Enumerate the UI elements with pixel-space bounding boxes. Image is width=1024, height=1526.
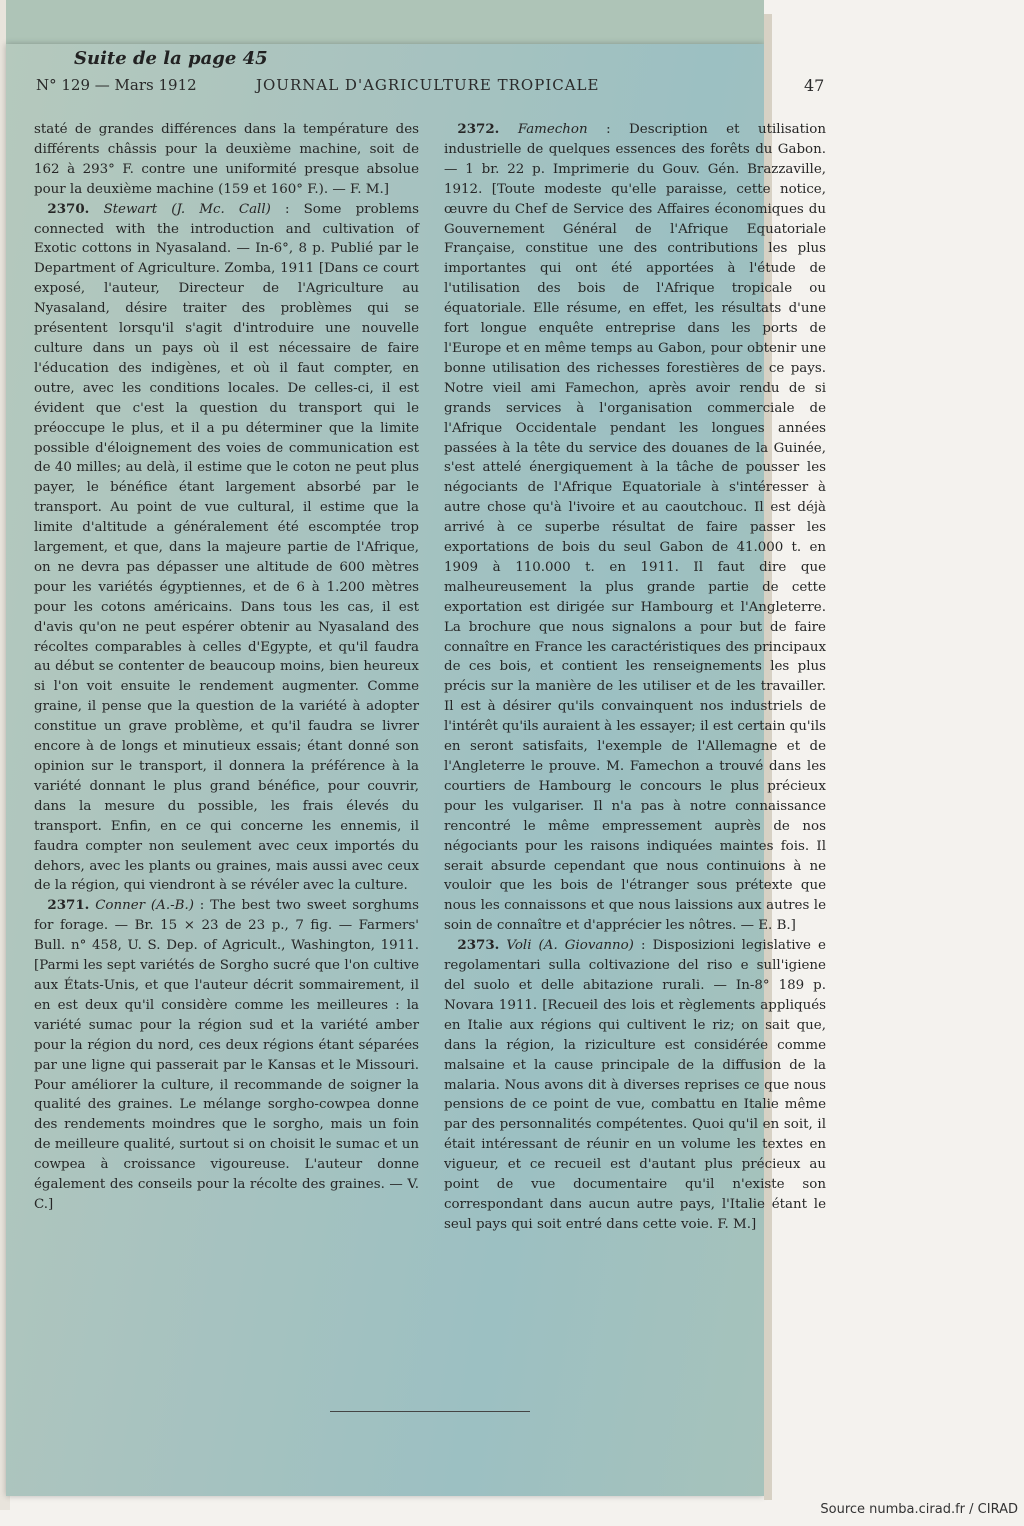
continuation-note: Suite de la page 45 <box>74 48 268 69</box>
entry-number: 2370. <box>47 200 90 217</box>
entry-2370 <box>34 200 419 897</box>
source-credit: Source numba.cirad.fr / CIRAD <box>820 1502 1018 1517</box>
continued-text: staté de grandes différences dans la température des différents châssis pour la deuxième machine, soit de 162 à 293° F. contre une uniformité presque absolue pour la deuxième machine (159 et 160° F.). — F. M.] <box>34 122 419 197</box>
entry-2373 <box>444 936 826 1235</box>
entry-2372 <box>444 120 826 936</box>
entry-text: : The best two sweet sorghums for forage. — Br. 15 × 23 de 23 p., 7 fig. — Farmers' Bull. n° 458, U. S. Dep. of Agricult., Washington, 1911. [Parmi les sept variétés de Sorgho sucré que l'on cultive aux États-Unis, et que l'auteur décrit sommairement, il en est deux qu'il considère comme les meilleures : la variété sumac pour la région sud et la variété amber pour la région du nord, ces deux régions étant séparées par une ligne qui passerait par le Kansas et le Missouri. Pour améliorer la culture, il recommande de soigner la qualité des graines. Le mélange sorgho-cowpea donne des rendements moindres que le sorgho, mais un foin de meilleure qualité, surtout si on choisit le sumac et un cowpea à croissance vigoureuse. L'auteur donne également des conseils pour la récolte des graines. — V. C.] <box>34 898 419 1212</box>
entry-number: 2372. <box>457 121 500 137</box>
entry-author: Voli (A. Giovanno) <box>506 938 634 954</box>
entry-author: Conner (A.-B.) <box>95 898 194 914</box>
entry-author: Famechon <box>517 122 588 137</box>
entry-number: 2371. <box>47 897 90 914</box>
issue-number: N° 129 — Mars 1912 <box>36 76 197 94</box>
entry-text: : Description et utilisation industrielle de quelques essences des forêts du Gabon. — 1 br. 22 p. Imprimerie du Gouv. Gén. Brazzaville, 1912. [Toute modeste qu'elle paraisse, cette notice, œuvre du Chef de Service des Affaires économiques du Gouvernement Général de l'Afrique Equatoriale Française, constitue une des contributions les plus importantes qui ont été apportées à l'étude de l'utilisation des bois de l'Afrique tropicale ou équatoriale. Elle résume, en effet, les résultats d'une fort longue enquête entreprise dans les ports de l'Europe et en même temps au Gabon, pour obtenir une bonne utilisation des richesses forestières de ce pays. Notre vieil ami Famechon, après avoir rendu de si grands services à l'organisation commerciale de l'Afrique Occidentale pendant les longues années passées à la tête du service des douanes de la Guinée, s'est attelé énergiquement à la tâche de pousser les négociants de l'Afrique Equatoriale à s'intéresser à autre chose qu'à l'ivoire et au caoutchouc. Il est déjà arrivé à ce superbe résultat de faire passer les exportations de bois du seul Gabon de 41.000 t. en 1909 à 110.000 t. en 1911. Il faut dire que malheureusement la plus grande partie de cette exportation est dirigée sur Hambourg et l'Angleterre. La brochure que nous signalons a pour but de faire connaître en France les caractéristiques des principaux de ces bois, et contient les renseignements les plus précis sur la manière de les utiliser et de les travailler. Il est à désirer qu'ils convainquent nos industriels de l'intérêt qu'ils auraient à les essayer; il est certain qu'ils en seront satisfaits, l'exemple de l'Allemagne et de l'Angleterre le prouve. M. Famechon a trouvé dans les courtiers de Hambourg le concours le plus précieux pour les vulgariser. Il n'a pas à notre connaissance rencontré le même empressement auprès de nos négociants pour les raisons indiquées maintes fois. Il serait absurde cependant que nous continuions à ne vouloir que les bois de l'étranger sous prétexte que nous les connaissons et que nous laissions aux autres le soin de connaître et d'apprécier les nôtres. — E. B.] <box>444 122 826 934</box>
page-number: 47 <box>804 76 825 95</box>
section-divider <box>330 1411 530 1412</box>
entry-2371 <box>34 896 419 1215</box>
page-top-strip <box>6 0 764 46</box>
left-column <box>34 120 419 1215</box>
entry-text: : Some problems connected with the introduction and cultivation of Exotic cottons in Nyasaland. — In-6°, 8 p. Publié par le Department of Agriculture. Zomba, 1911 [Dans ce court exposé, l'auteur, Directeur de l'Agriculture au Nyasaland, désire traiter des problèmes qui se présentent lorsqu'il s'agit d'introduire une nouvelle culture dans un pays où il est nécessaire de faire l'éducation des indigènes, et où il faut compter, en outre, avec les conditions locales. De celles-ci, il est évident que c'est la question du transport qui le préoccupe le plus, et il a pu déterminer que la limite possible d'éloignement des voies de communication est de 40 milles; au delà, il estime que le coton ne peut plus payer, le bénéfice étant largement absorbé par le transport. Au point de vue cultural, il estime que la limite d'altitude a généralement été escomptée trop largement, et que, dans la majeure partie de l'Afrique, on ne devra pas dépasser une altitude de 600 mètres pour les variétés égyptiennes, et de 6 à 1.200 mètres pour les cotons américains. Dans tous les cas, il est d'avis qu'on ne peut espérer obtenir au Nyasaland des récoltes comparables à celles d'Egypte, et qu'il faudra au début se contenter de beaucoup moins, bien heureux si l'on voit ensuite le rendement augmenter. Comme graine, il pense que la question de la variété à adopter constitue un grave problème, et qu'il faudra se livrer encore à de longs et minutieux essais; étant donné son opinion sur le transport, il donnera la préférence à la variété donnant le plus grand bénéfice, pour couvrir, dans la mesure du possible, les frais élevés du transport. Enfin, en ce qui concerne les ennemis, il faudra compter non seulement avec ceux importés du dehors, avec les plants ou graines, mais aussi avec ceux de la région, qui viendront à se révéler avec la culture. <box>34 201 419 894</box>
entry-number: 2373. <box>457 937 500 954</box>
right-column <box>444 120 826 1235</box>
entry-text: : Disposizioni legislative e regolamentari sulla coltivazione del riso e sull'igiene del suolo et delle abitazione rurali. — In-8° 189 p. Novara 1911. [Recueil des lois et règlements appliqués en Italie aux régions qui cultivent le riz; on sait que, dans la région, la riziculture est considérée comme malsaine et la cause principale de la diffusion de la malaria. Nous avons dit à diverses reprises ce que nous pensions de ce point de vue, combattu en Italie même par des personnalités compétentes. Quoi qu'il en soit, il était intéressant de réunir en un volume les textes en vigueur, et ce recueil est d'autant plus précieux au point de vue documentaire qu'il n'existe son correspondant dans aucun autre pays, l'Italie étant le seul pays qui soit entré dans cette voie. F. M.] <box>444 938 826 1232</box>
entry-author: Stewart (J. Mc. Call) <box>103 201 271 217</box>
journal-title: JOURNAL D'AGRICULTURE TROPICALE <box>256 76 600 94</box>
